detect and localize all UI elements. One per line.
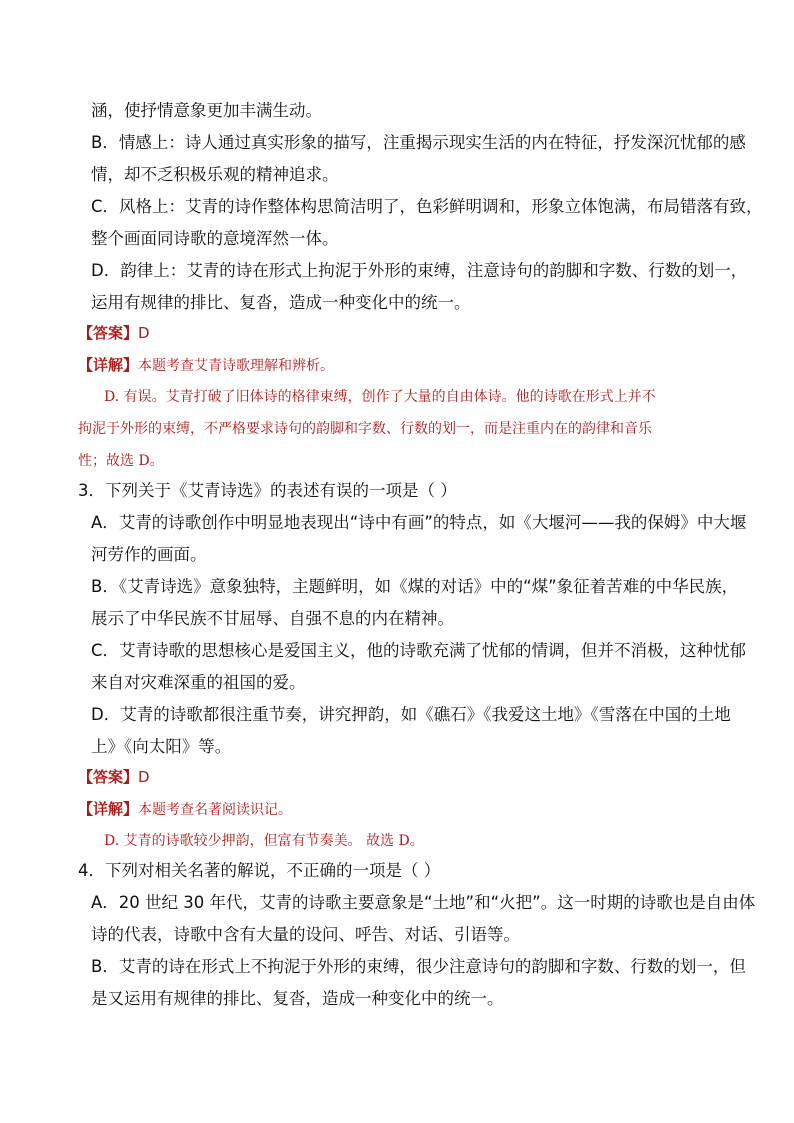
answer-tag: 【答案】 [78,768,139,786]
q4-option-a-line1: A．20 世纪 30 年代，艾青的诗歌主要意象是“土地”和“火把”。这一时期的诗歌也是自由体 [91,893,756,912]
q2-option-c-line1: C．风格上：艾青的诗作整体构思简洁明了，色彩鲜明调和，形象立体饱满，布局错落有致， [91,197,763,216]
answer-tag: 【答案】 [78,324,139,342]
detail-intro: 本题考查名著阅读识记。 [138,802,293,818]
q4-option-a-line2: 诗的代表，诗歌中含有大量的设问、呼告、对话、引语等。 [91,925,520,944]
q3-option-a-line2: 河劳作的画面。 [91,545,207,564]
detail-tag: 【详解】 [78,356,139,374]
q3-detail-heading [78,798,292,821]
q2-option-d-line2: 运用有规律的排比、复沓，造成一种变化中的统一。 [91,293,471,312]
q3-stem: 3．下列关于《艾青诗选》的表述有误的一项是（ ） [78,481,457,500]
q3-option-d-line2: 上》《向太阳》等。 [91,737,232,756]
detail-tag: 【详解】 [78,800,139,818]
q2-detail-line3: 性；故选 D。 [78,453,164,469]
q3-option-b-line1: B．《艾青诗选》意象独特，主题鲜明，如《煤的对话》中的“煤”象征着苦难的中华民族， [91,577,739,596]
q3-option-d-line1: D．艾青的诗歌都很注重节奏，讲究押韵，如《礁石》《我爱这土地》《雪落在中国的土地 [91,705,731,724]
answer-value: D [138,324,150,342]
q3-option-a-line1: A．艾青的诗歌创作中明显地表现出“诗中有画”的特点，如《大堰河——我的保姆》中大堰 [91,513,747,532]
q2-option-d-line1: D．韵律上：艾青的诗在形式上拘泥于外形的束缚，注意诗句的韵脚和字数、行数的划一， [91,261,748,280]
q3-detail-line1: D. 艾青的诗歌较少押韵，但富有节奏美。 故选 D。 [104,833,424,849]
q2-detail-line1: D. 有误。艾青打破了旧体诗的格律束缚，创作了大量的自由体诗。他的诗歌在形式上并不 [104,389,656,405]
detail-intro: 本题考查艾青诗歌理解和辨析。 [138,358,335,374]
q4-option-b-line2: 是又运用有规律的排比、复沓，造成一种变化中的统一。 [91,989,504,1008]
q4-option-b-line1: B．艾青的诗在形式上不拘泥于外形的束缚，很少注意诗句的韵脚和字数、行数的划一，但 [91,957,746,976]
q3-answer [78,766,150,788]
q3-option-c-line2: 来自对灾难深重的祖国的爱。 [91,673,306,692]
q2-answer [78,322,150,344]
q2-option-b-line1: B．情感上：诗人通过真实形象的描写，注重揭示现实生活的内在特征，抒发深沉忧郁的感 [91,133,746,152]
q2-detail-heading [78,354,334,377]
q2-option-a-continuation: 涵，使抒情意象更加丰满生动。 [91,101,322,120]
q3-option-c-line1: C．艾青诗歌的思想核心是爱国主义，他的诗歌充满了忧郁的情调，但并不消极，这种忧郁 [91,641,747,660]
q4-stem: 4．下列对相关名著的解说，不正确的一项是（ ） [78,861,441,880]
q2-option-c-line2: 整个画面同诗歌的意境浑然一体。 [91,229,339,248]
q2-detail-line2: 拘泥于外形的束缚，不严格要求诗句的韵脚和字数、行数的划一，而是注重内在的韵律和音乐 [78,421,652,437]
q3-option-b-line2: 展示了中华民族不甘屈辱、自强不息的内在精神。 [91,609,454,628]
answer-value: D [138,768,150,786]
q2-option-b-line2: 情，却不乏积极乐观的精神追求。 [91,165,339,184]
